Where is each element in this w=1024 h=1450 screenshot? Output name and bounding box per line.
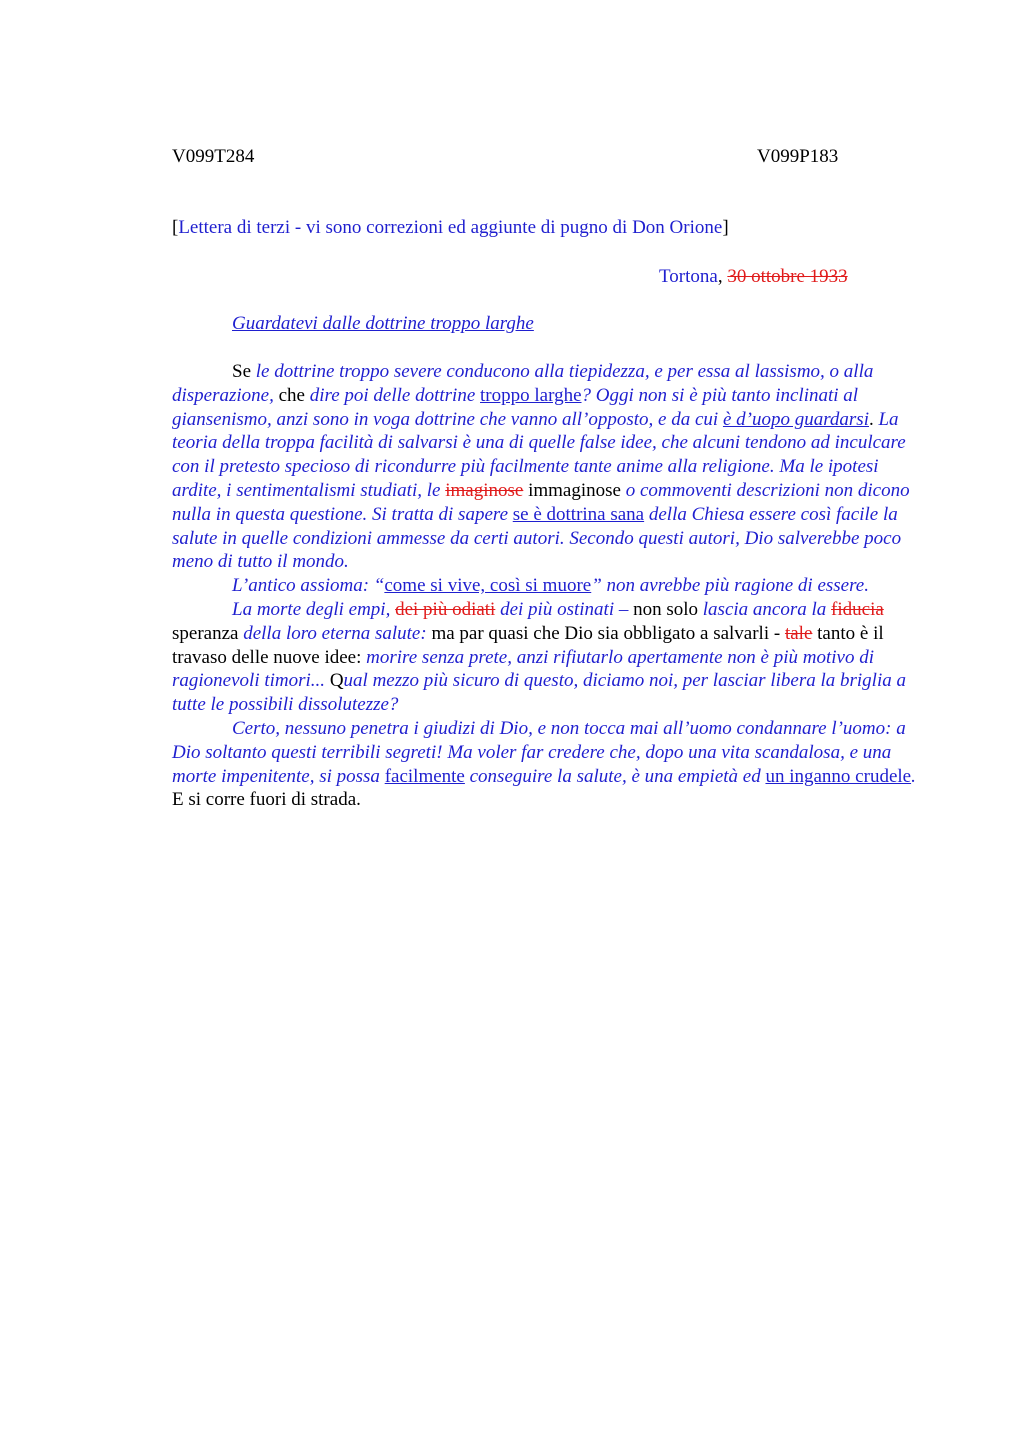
text-span: . <box>868 408 874 430</box>
underlined-span: troppo larghe <box>480 384 582 406</box>
note-open-bracket: [ <box>172 217 179 238</box>
deleted-span: fiducia <box>831 598 884 620</box>
text-span: Q <box>325 670 344 692</box>
underlined-span: è d’uopo guardarsi <box>722 408 869 430</box>
paragraph-2 <box>172 574 932 598</box>
underlined-span: se è dottrina sana <box>512 503 645 525</box>
text-span: immaginose <box>523 479 626 501</box>
note-close-bracket: ] <box>722 217 729 238</box>
text-span: dei più ostinati – <box>495 598 634 620</box>
place-date-line <box>659 266 848 288</box>
document-code-left: V099T284 <box>172 146 255 167</box>
underlined-span: facilmente <box>384 765 465 787</box>
underlined-span: come si vive, così si muore <box>384 575 592 597</box>
text-span: che <box>273 384 310 406</box>
editorial-note <box>172 217 729 239</box>
text-span: o commoventi descrizioni non dicono nulla in questa questione. Si tratta di sapere <box>172 479 910 525</box>
letter-body <box>172 360 932 812</box>
text-span: ? Oggi non si è più tanto inclinati al giansenismo, anzi sono in voga dottrine che vanno all’opposto, e da cui <box>172 384 859 430</box>
letter-title: Guardatevi dalle dottrine troppo larghe <box>232 313 534 334</box>
text-span: E si corre fuori di strada. <box>172 789 361 811</box>
text-span: le dottrine troppo severe conducono alla tiepidezza, e per essa al lassismo, o alla disperazione, <box>172 361 874 406</box>
paragraph-4 <box>172 717 932 812</box>
deleted-span: dei più odiati <box>395 598 496 620</box>
text-span: . <box>911 765 916 787</box>
paragraph-3 <box>172 598 932 717</box>
deleted-span: imaginose <box>445 479 524 501</box>
text-span: Certo, nessuno penetra i giudizi di Dio, e non tocca mai all’uomo condannare l’uomo: a Dio soltanto questi terribili segreti! Ma voler far credere che, dopo una vita scandalosa, e una morte impenitente, si possa <box>172 717 906 787</box>
place-name: Tortona <box>659 266 718 287</box>
text-span: L’antico assioma: “ <box>232 575 385 597</box>
text-span: lascia ancora la <box>702 598 832 620</box>
text-span: ma par quasi che Dio sia obbligato a salvarli - <box>426 622 785 644</box>
deleted-date: 30 ottobre 1933 <box>727 266 848 287</box>
text-span: speranza <box>172 622 244 644</box>
document-code-right: V099P183 <box>757 146 839 167</box>
text-span: ” non avrebbe più ragione di essere. <box>591 575 869 597</box>
text-span: non solo <box>633 598 703 620</box>
text-span: La morte degli empi, <box>232 598 396 620</box>
text-span: dire poi delle dottrine <box>309 384 481 406</box>
deleted-span: tale <box>784 622 813 644</box>
text-span: La teoria della troppa facilità di salvarsi è una di quelle false idee, che alcuni tendono ad inculcare con il pretesto specioso di ricondurre più facilmente tante anime alla religione. Ma le ipotesi ardite, i sentimentalismi studiati, le <box>172 408 906 501</box>
paragraph-1 <box>172 360 932 574</box>
text-span: della loro eterna salute: <box>243 622 427 644</box>
text-span: tanto è il travaso delle nuove idee: <box>172 622 884 668</box>
text-span: ual mezzo più sicuro di questo, diciamo noi, per lasciar libera la briglia a tutte le possibili dissolutezze? <box>172 670 906 716</box>
underlined-span: un inganno crudele <box>765 765 912 787</box>
place-comma: , <box>717 266 723 287</box>
text-span: morire senza prete, anzi rifiutarlo apertamente non è più motivo di ragionevoli timori... <box>172 646 875 692</box>
text-span: della Chiesa essere così facile la salute in quelle condizioni ammesse da certi autori. Secondo questi autori, Dio salverebbe poco meno di tutto il mondo. <box>172 503 902 573</box>
note-text: Lettera di terzi - vi sono correzioni ed aggiunte di pugno di Don Orione <box>178 217 723 238</box>
text-span: conseguire la salute, è una empietà ed <box>464 765 766 787</box>
text-span: Se <box>232 361 256 382</box>
